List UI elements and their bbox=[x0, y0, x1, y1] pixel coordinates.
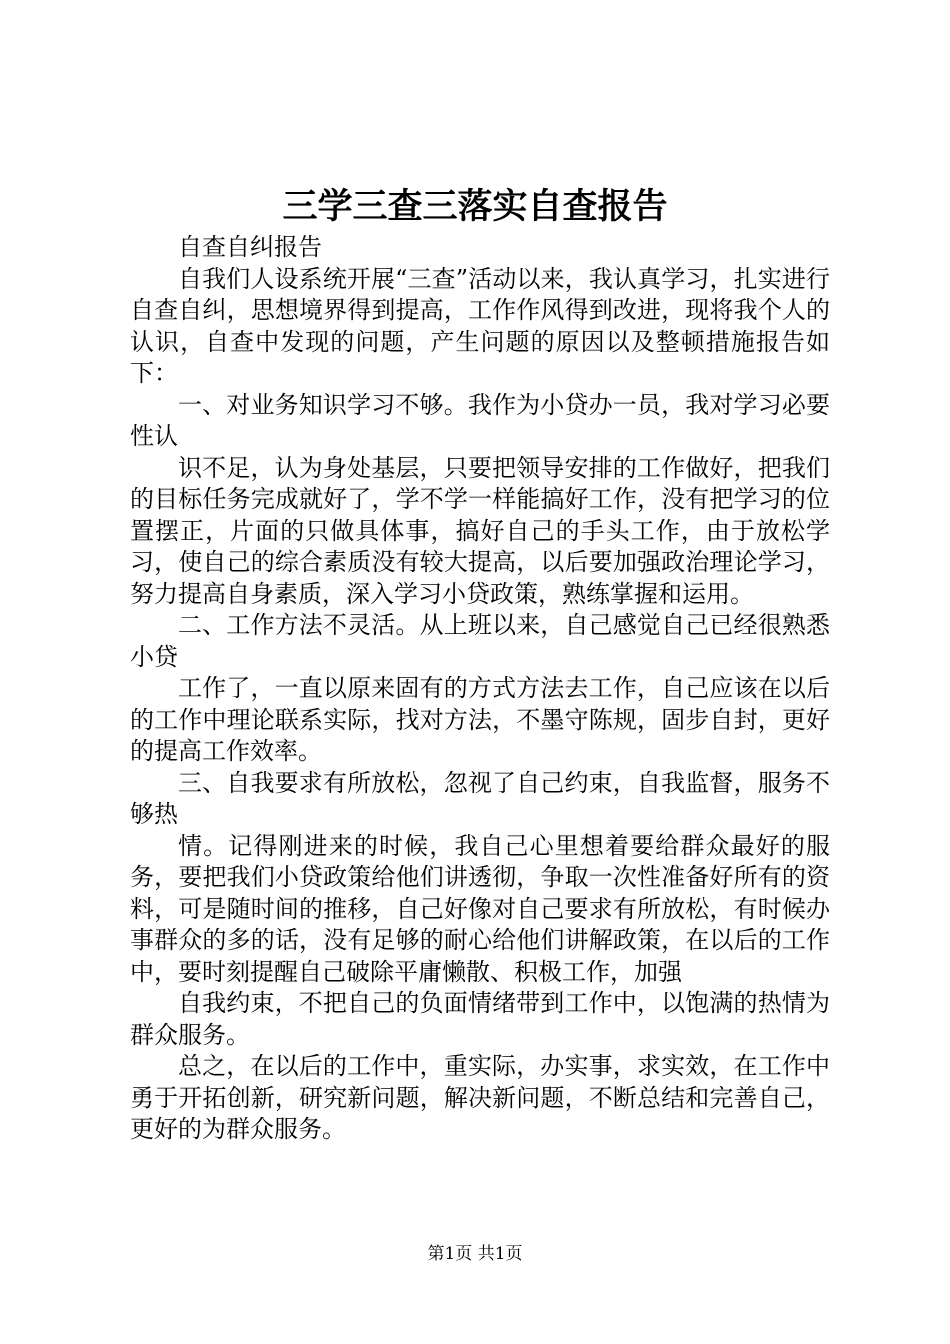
paragraph-item-2-body: 工作了，一直以原来固有的方式方法去工作，自己应该在以后的工作中理论联系实际，找对方法，不墨守陈规，固步自封，更好的提高工作效率。 bbox=[130, 674, 830, 765]
paragraph-item-1-body: 识不足，认为身处基层，只要把领导安排的工作做好，把我们的目标任务完成就好了，学不学一样能搞好工作，没有把学习的位置摆正，片面的只做具体事，搞好自己的手头工作，由于放松学习，使自己的综合素质没有较大提高，以后要加强政治理论学习，努力提高自身素质，深入学习小贷政策，熟练掌握和运用。 bbox=[130, 453, 830, 608]
paragraph-heading: 自查自纠报告 bbox=[178, 233, 322, 261]
paragraph-item-1-heading: 一、对业务知识学习不够。我作为小贷办一员，我对学习必要性认 bbox=[130, 390, 830, 450]
document-body bbox=[130, 232, 830, 1146]
page-footer: 第1页 共1页 bbox=[427, 1244, 523, 1264]
paragraph-item-3-body: 情。记得刚进来的时候，我自己心里想着要给群众最好的服务，要把我们小贷政策给他们讲透彻，争取一次性准备好所有的资料，可是随时间的推移，自己好像对自己要求有所放松，有时候办事群众的多的话，没有足够的耐心给他们讲解政策，在以后的工作中，要时刻提醒自己破除平庸懒散、积极工作，加强 bbox=[130, 831, 830, 986]
paragraph-intro: 自我们人设系统开展“三查”活动以来，我认真学习，扎实进行自查自纠，思想境界得到提高，工作作风得到改进，现将我个人的认识，自查中发现的问题，产生问题的原因以及整顿措施报告如下： bbox=[130, 264, 830, 387]
paragraph-item-3-continuation: 自我约束，不把自己的负面情绪带到工作中，以饱满的热情为群众服务。 bbox=[130, 989, 830, 1049]
document-title: 三学三查三落实自查报告 bbox=[282, 186, 668, 227]
paragraph-conclusion: 总之，在以后的工作中，重实际，办实事，求实效，在工作中勇于开拓创新，研究新问题，解决新问题，不断总结和完善自己，更好的为群众服务。 bbox=[130, 1052, 830, 1143]
paragraph-item-2-heading: 二、工作方法不灵活。从上班以来，自己感觉自己已经很熟悉小贷 bbox=[130, 611, 830, 671]
paragraph-item-3-heading: 三、自我要求有所放松，忽视了自己约束，自我监督，服务不够热 bbox=[130, 768, 830, 828]
